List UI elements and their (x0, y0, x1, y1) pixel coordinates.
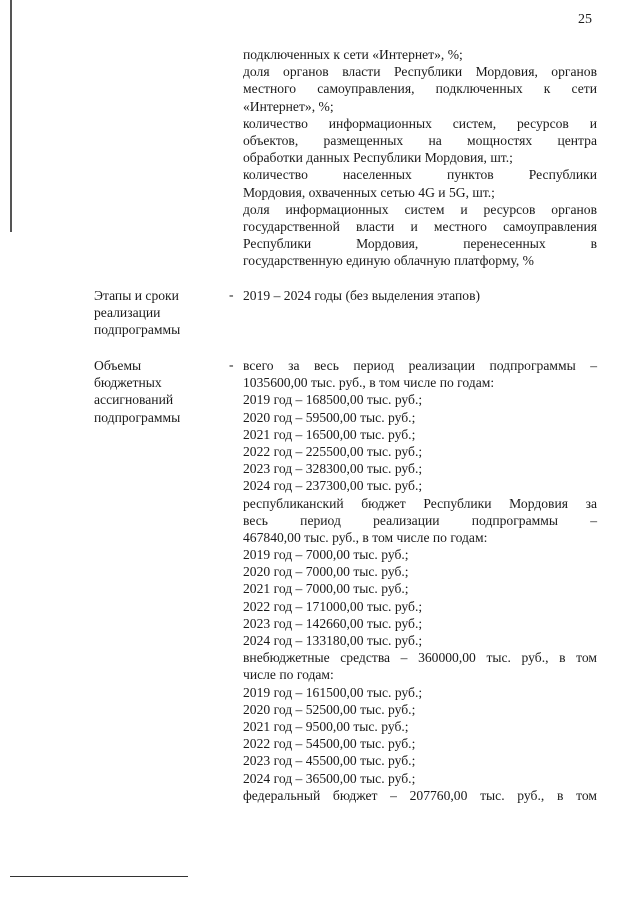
funding-line: 2021 год – 16500,00 тыс. руб.; (243, 426, 416, 442)
funding-line: 2020 год – 59500,00 тыс. руб.; (243, 409, 416, 425)
page-number: 25 (578, 12, 592, 27)
indicator-line: доля информационных систем и ресурсов органов (243, 201, 597, 217)
funding-line: 2019 год – 161500,00 тыс. руб.; (243, 684, 423, 700)
indicator-line: Республики Мордовия, перенесенных в (243, 236, 597, 252)
funding-line: числе по годам: (243, 667, 334, 683)
stages-dash: - (229, 287, 234, 302)
funding-line: 2021 год – 9500,00 тыс. руб.; (243, 718, 409, 734)
funding-line: республиканский бюджет Республики Мордовия за (243, 495, 597, 511)
funding-line: 2022 год – 54500,00 тыс. руб.; (243, 736, 416, 752)
funding-dash: - (229, 357, 234, 372)
funding-text-block (243, 357, 597, 804)
funding-line: 2022 год – 225500,00 тыс. руб.; (243, 443, 423, 459)
indicator-line: местного самоуправления, подключенных к сети (243, 81, 597, 97)
funding-label-line: Объемы (94, 358, 142, 373)
funding-label-line: ассигнований (94, 392, 174, 408)
funding-line: 2019 год – 7000,00 тыс. руб.; (243, 547, 409, 563)
funding-label-line: подпрограммы (94, 409, 181, 425)
funding-line: 2023 год – 142660,00 тыс. руб.; (243, 615, 423, 631)
funding-line: 2024 год – 237300,00 тыс. руб.; (243, 478, 423, 494)
left-margin-rule (10, 0, 12, 232)
stages-value: 2019 – 2024 годы (без выделения этапов) (243, 288, 481, 303)
indicator-line: Мордовия, охваченных сетью 4G и 5G, шт.; (243, 184, 495, 200)
stages-label-line: подпрограммы (94, 322, 181, 338)
funding-label-line: бюджетных (94, 375, 162, 391)
stages-label-line: Этапы и сроки (94, 288, 179, 303)
funding-line: 2023 год – 328300,00 тыс. руб.; (243, 461, 423, 477)
indicator-line: количество информационных систем, ресурсов и (243, 115, 597, 131)
funding-line: 1035600,00 тыс. руб., в том числе по годам: (243, 375, 495, 391)
indicator-line: доля органов власти Республики Мордовия, органов (243, 64, 597, 80)
funding-line: всего за весь период реализации подпрограммы – (243, 358, 597, 373)
funding-label (94, 357, 224, 426)
indicator-line: обработки данных Республики Мордовия, шт.; (243, 150, 513, 166)
funding-line: 467840,00 тыс. руб., в том числе по годам: (243, 529, 488, 545)
stages-label-line: реализации (94, 305, 161, 321)
indicator-line: объектов, размещенных на мощностях центра (243, 132, 597, 148)
indicators-text-block (243, 46, 597, 269)
funding-line: 2023 год – 45500,00 тыс. руб.; (243, 753, 416, 769)
footnote-rule (10, 876, 188, 877)
stages-label (94, 287, 224, 339)
funding-line: 2024 год – 133180,00 тыс. руб.; (243, 633, 423, 648)
indicator-line: «Интернет», %; (243, 98, 334, 114)
stages-value-block (243, 287, 597, 304)
funding-line: федеральный бюджет – 207760,00 тыс. руб., в том (243, 787, 597, 803)
funding-line: внебюджетные средства – 360000,00 тыс. руб., в том (243, 650, 597, 666)
indicator-line: подключенных к сети «Интернет», %; (243, 47, 463, 62)
funding-line: 2020 год – 52500,00 тыс. руб.; (243, 701, 416, 717)
indicator-line: количество населенных пунктов Республики (243, 167, 597, 183)
funding-line: весь период реализации подпрограммы – (243, 512, 597, 528)
funding-line: 2021 год – 7000,00 тыс. руб.; (243, 581, 409, 597)
indicator-line: государственной власти и местного самоуправления (243, 218, 597, 234)
funding-line: 2022 год – 171000,00 тыс. руб.; (243, 598, 423, 614)
funding-line: 2020 год – 7000,00 тыс. руб.; (243, 564, 409, 580)
funding-line: 2024 год – 36500,00 тыс. руб.; (243, 770, 416, 786)
indicator-line: государственную единую облачную платформу, % (243, 253, 534, 269)
funding-line: 2019 год – 168500,00 тыс. руб.; (243, 392, 423, 408)
